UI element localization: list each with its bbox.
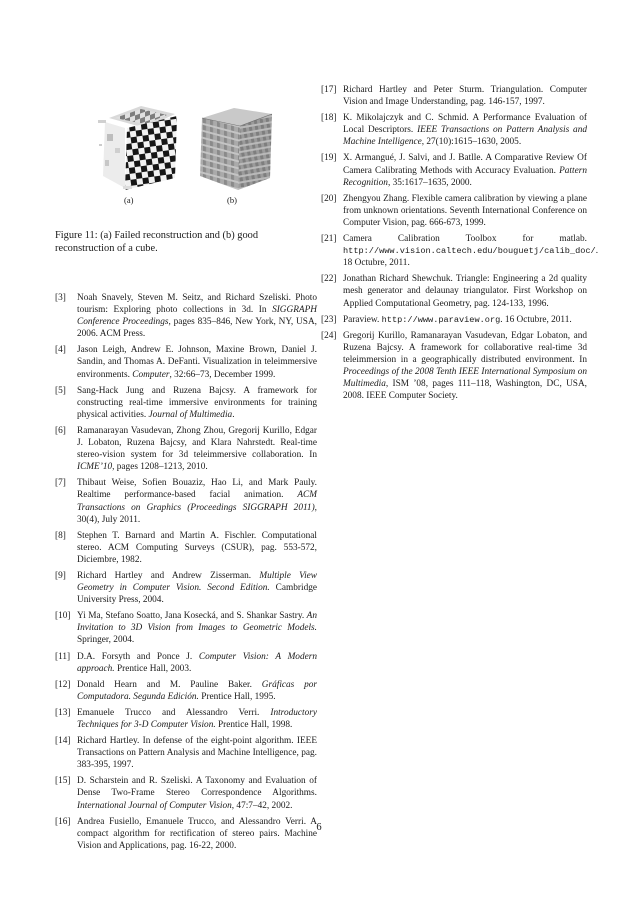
reference-fragment: Richard Hartley and Andrew Zisserman. — [77, 570, 260, 581]
reference-number: [9] — [55, 570, 66, 581]
reference-number: [12] — [55, 679, 71, 690]
reference-item — [55, 344, 317, 380]
reference-number: [19] — [321, 153, 337, 164]
reference-fragment: Zhengyou Zhang. Flexible camera calibration by viewing a plane from unknown orientations. Seventh International Conference on Computer Vision, pag. 666-673, 1999. — [343, 193, 587, 228]
subcaption-a: (a) — [124, 195, 134, 205]
reference-number: [15] — [55, 776, 71, 787]
reference-fragment: ICME’10 — [77, 462, 113, 473]
reference-fragment: International Journal of Computer Vision — [77, 800, 232, 811]
reference-fragment: Andrea Fusiello, Emanuele Trucco, and Alessandro Verri. A compact algorithm for rectification of stereo pairs. Machine Vision and Applications, pag. 16-22, 2000. — [77, 816, 317, 851]
subcaption-b: (b) — [227, 195, 237, 205]
reference-fragment: Prentice Hall, 1995. — [198, 691, 276, 702]
reference-text — [77, 386, 317, 420]
reference-number: [13] — [55, 707, 71, 718]
reference-item — [55, 477, 317, 525]
reference-fragment: Ramanarayan Vasudevan, Zhong Zhou, Gregorij Kurillo, Edgar J. Lobaton, Ruzena Bajcsy, and Klara Nahrstedt. Real-time stereo-vision system for 3d teleimmersive collaboration. In — [77, 425, 317, 461]
reference-text — [343, 331, 587, 401]
reference-item — [321, 314, 587, 326]
reference-fragment: IEEE Transactions on Pattern Analysis and Machine Intelligence — [343, 125, 587, 148]
reference-fragment: , 30(4), July 2011. — [77, 502, 317, 525]
reference-fragment: Introductory Techniques for 3-D Computer Vision. — [77, 707, 317, 730]
reference-item — [321, 152, 587, 188]
reference-number: [23] — [321, 314, 337, 325]
reference-item — [55, 530, 317, 566]
reference-item — [55, 570, 317, 606]
reference-fragment: Gregorij Kurillo, Ramanarayan Vasudevan, Edgar Lobaton, and Ruzena Bajcsy. A framework for collaborative real-time 3d teleimmersion in a geographically distributed environment. In — [343, 330, 587, 365]
reference-item — [321, 330, 587, 403]
reference-number: [24] — [321, 330, 337, 341]
page-number: 6 — [316, 822, 322, 833]
reference-url: http://www.vision.caltech.edu/bouguetj/calib_doc/ — [343, 246, 596, 257]
references-left-column — [55, 292, 317, 856]
reference-fragment: Pattern Recognition — [343, 165, 587, 188]
reference-item — [55, 707, 317, 731]
reference-fragment: K. Mikolajczyk and C. Schmid. A Performance Evaluation of Local Descriptors. — [343, 113, 587, 136]
reference-fragment: Yi Ma, Stefano Soatto, Jana Kosecká, and S. Shankar Sastry. — [77, 611, 307, 622]
reference-text — [77, 776, 317, 810]
reference-fragment: Proceedings of the 2008 Tenth IEEE International Symposium on Multimedia — [343, 366, 587, 390]
reference-item — [55, 679, 317, 703]
reference-text — [77, 680, 317, 702]
reference-number: [17] — [321, 85, 337, 95]
reference-fragment: Multiple View Geometry in Computer Vision. Second Edition. — [77, 570, 317, 594]
reference-fragment: , 35:1617–1635, 2000. — [387, 177, 472, 188]
reference-number: [14] — [55, 736, 71, 747]
reference-text — [343, 85, 587, 107]
reference-fragment: . 18 Octubre, 2011. — [343, 246, 599, 269]
reference-item — [321, 273, 587, 309]
reference-fragment: Gráficas por Computadora. Segunda Edición. — [77, 679, 317, 702]
reference-fragment: Paraview. — [343, 314, 382, 325]
reference-item — [321, 84, 587, 108]
reference-fragment: , pages 1208–1213, 2010. — [112, 462, 208, 473]
reference-item — [55, 610, 317, 646]
reference-text — [77, 736, 317, 770]
reference-fragment: Springer, 2004. — [77, 635, 135, 646]
reference-text — [77, 531, 317, 565]
reference-number: [18] — [321, 113, 337, 124]
reference-number: [5] — [55, 385, 66, 396]
reference-item — [55, 425, 317, 473]
reference-fragment: , 32:66–73, December 1999. — [169, 369, 276, 380]
reference-number: [7] — [55, 478, 66, 489]
figure-11b-good-reconstruction — [196, 104, 276, 194]
reference-text — [77, 708, 317, 730]
reference-item — [55, 385, 317, 421]
reference-number: [20] — [321, 193, 337, 204]
reference-number: [6] — [55, 425, 66, 436]
reference-fragment: Emanuele Trucco and Alessandro Verri. — [77, 707, 271, 718]
reference-text — [77, 571, 317, 605]
reference-text — [343, 315, 572, 325]
reference-fragment: . 16 Octubre, 2011. — [500, 314, 572, 325]
reference-text — [77, 426, 317, 472]
reference-fragment: Jason Leigh, Andrew E. Johnson, Maxine Brown, Daniel J. Sandin, and Thomas A. DeFanti. Visualization in teleimmersive environments. — [77, 345, 317, 380]
reference-fragment: Journal of Multimedia — [148, 409, 233, 420]
reference-number: [4] — [55, 345, 66, 356]
reference-fragment: Richard Hartley and Peter Sturm. Triangulation. Computer Vision and Image Understanding, pag. 146-157, 1997. — [343, 85, 587, 108]
reference-url: http://www.paraview.org — [381, 314, 501, 325]
reference-text — [343, 274, 587, 308]
reference-text — [77, 293, 317, 339]
reference-fragment: D. Scharstein and R. Szeliski. A Taxonomy and Evaluation of Dense Two-Frame Stereo Correspondence Algorithms. — [77, 776, 317, 799]
reference-item — [321, 193, 587, 229]
reference-number: [3] — [55, 293, 66, 303]
reference-item — [55, 735, 317, 771]
reference-fragment: Prentice Hall, 2003. — [114, 663, 192, 674]
reference-fragment: Donald Hearn and M. Pauline Baker. — [77, 679, 262, 690]
reference-number: [11] — [55, 651, 71, 662]
reference-fragment: Computer Vision: A Modern approach. — [77, 651, 318, 674]
reference-text — [77, 652, 317, 674]
reference-item — [55, 292, 317, 340]
reference-fragment: , ISM ’08, pages 111–118, Washington, DC, USA, 2008. IEEE Computer Society. — [343, 379, 587, 402]
reference-text — [77, 611, 317, 645]
reference-text — [343, 113, 587, 147]
reference-fragment: Camera Calibration Toolbox for matlab. — [343, 234, 587, 245]
reference-fragment: Prentice Hall, 1998. — [215, 720, 293, 730]
figure-caption: Figure 11: (a) Failed reconstruction and (b) good reconstruction of a cube. — [55, 230, 259, 254]
reference-fragment: Noah Snavely, Steven M. Seitz, and Richard Szeliski. Photo tourism: Exploring photo collections in 3d. In — [77, 293, 317, 316]
reference-fragment: D.A. Forsyth and Ponce J. — [77, 651, 199, 662]
reference-item — [321, 112, 587, 148]
reference-item — [321, 233, 599, 269]
reference-item — [55, 651, 317, 675]
reference-text — [343, 153, 587, 187]
reference-fragment: Sang-Hack Jung and Ruzena Bajcsy. A framework for constructing real-time immersive environments for training physical activities. — [77, 385, 317, 420]
reference-number: [16] — [55, 816, 71, 827]
reference-text — [343, 194, 587, 228]
reference-fragment: Richard Hartley. In defense of the eight-point algorithm. IEEE Transactions on Pattern Analysis and Machine Intelligence, pag. 383-395, 1997. — [77, 736, 317, 771]
reference-number: [8] — [55, 530, 66, 541]
reference-fragment: Cambridge University Press, 2004. — [77, 583, 317, 606]
reference-item — [55, 775, 317, 811]
reference-fragment: , pages 835–846, New York, NY, USA, 2006. ACM Press. — [77, 317, 317, 340]
reference-fragment: Jonathan Richard Shewchuk. Triangle: Engineering a 2d quality mesh generator and delaunay triangulator. First Workshop on Applied Computational Geometry, pag. 124-133, 1996. — [343, 274, 587, 309]
reference-number: [10] — [55, 611, 71, 622]
reference-fragment: , 47:7–42, 2002. — [231, 800, 293, 811]
figure-11a-failed-reconstruction — [95, 100, 180, 195]
reference-fragment: Computer — [132, 369, 170, 380]
reference-fragment: An Invitation to 3D Vision from Images to Geometric Models. — [77, 611, 317, 634]
reference-fragment: Stephen T. Barnard and Martin A. Fischler. Computational stereo. ACM Computing Surveys (CSUR), pag. 553-572, Diciembre, 1982. — [77, 530, 317, 565]
reference-fragment: ACM Transactions on Graphics (Proceedings SIGGRAPH 2011) — [77, 490, 317, 513]
reference-fragment: X. Armangué, J. Salvi, and J. Batlle. A Comparative Review Of Camera Calibrating Methods with Accuracy Evaluation. — [343, 153, 587, 176]
reference-number: [22] — [321, 274, 337, 285]
reference-fragment: SIGGRAPH Conference Proceedings — [77, 305, 317, 328]
reference-fragment: , 27(10):1615–1630, 2005. — [421, 137, 522, 148]
reference-text — [343, 234, 598, 268]
references-right-column — [321, 84, 599, 406]
reference-text — [77, 345, 317, 379]
reference-fragment: Thibaut Weise, Sofien Bouaziz, Hao Li, and Mark Pauly. Realtime performance-based facial animation. — [77, 478, 317, 501]
reference-text — [77, 478, 317, 524]
reference-number: [21] — [321, 234, 337, 245]
reference-fragment: . — [232, 409, 235, 420]
